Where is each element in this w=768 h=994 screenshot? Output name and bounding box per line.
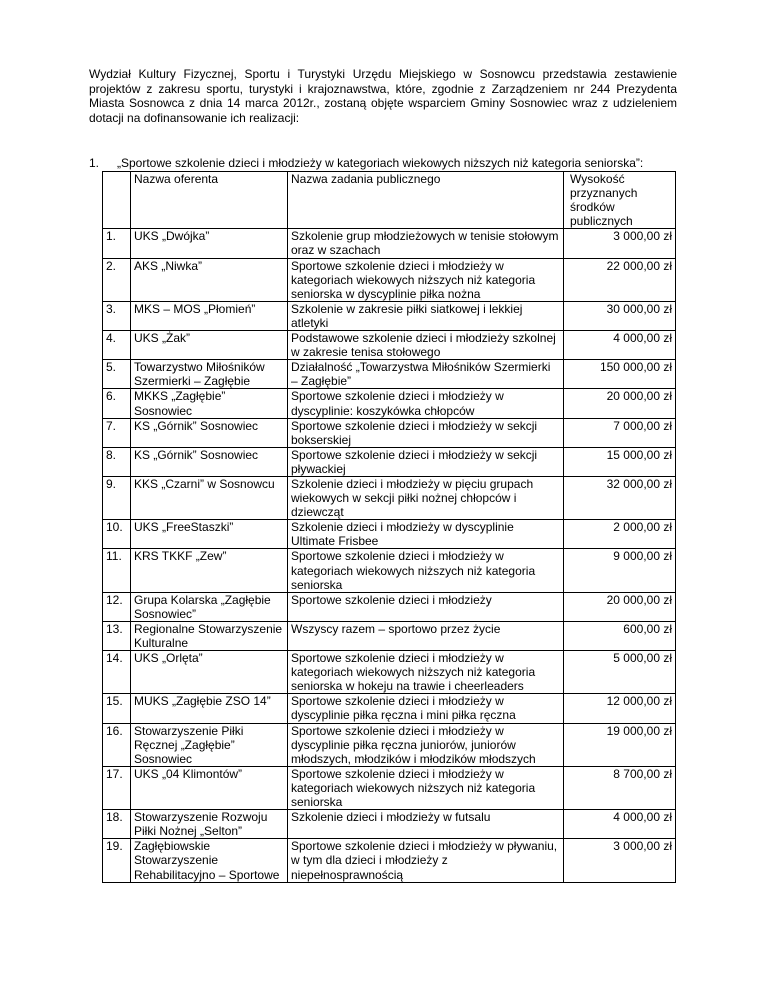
table-row xyxy=(103,418,676,447)
table-row xyxy=(103,651,676,694)
cell-oferent: MKKS „Zagłębie” Sosnowiec xyxy=(131,389,288,418)
cell-lp: 8. xyxy=(103,447,131,476)
cell-oferent: Regionalne Stowarzyszenie Kulturalne xyxy=(131,621,288,650)
cell-kwota: 600,00 zł xyxy=(564,621,676,650)
cell-zadanie: Szkolenie dzieci i młodzieży w dyscyplinie Ultimate Frisbee xyxy=(288,520,564,549)
cell-zadanie: Sportowe szkolenie dzieci i młodzieży w kategoriach wiekowych niższych niż kategoria seniorska xyxy=(288,549,564,592)
cell-zadanie: Wszyscy razem – sportowo przez życie xyxy=(288,621,564,650)
table-row xyxy=(103,723,676,766)
header-kwota: Wysokość przyznanych środków publicznych xyxy=(564,172,676,229)
cell-kwota: 19 000,00 zł xyxy=(564,723,676,766)
cell-kwota: 20 000,00 zł xyxy=(564,389,676,418)
cell-oferent: Zagłębiowskie Stowarzyszenie Rehabilitacyjno – Sportowe xyxy=(131,839,288,882)
table-row xyxy=(103,549,676,592)
cell-zadanie: Sportowe szkolenie dzieci i młodzieży w kategoriach wiekowych niższych niż kategoria seniorska w dyscyplinie piłka nożna xyxy=(288,258,564,301)
cell-kwota: 9 000,00 zł xyxy=(564,549,676,592)
cell-zadanie: Szkolenie w zakresie piłki siatkowej i lekkiej atletyki xyxy=(288,301,564,330)
cell-lp: 6. xyxy=(103,389,131,418)
cell-zadanie: Sportowe szkolenie dzieci i młodzieży w dyscyplinie piłka ręczna juniorów, juniorów młodszych, młodzików i młodzików młodszych xyxy=(288,723,564,766)
cell-kwota: 2 000,00 zł xyxy=(564,520,676,549)
cell-oferent: MKS – MOS „Płomień” xyxy=(131,301,288,330)
cell-lp: 4. xyxy=(103,331,131,360)
cell-lp: 14. xyxy=(103,651,131,694)
header-zadanie: Nazwa zadania publicznego xyxy=(288,172,564,229)
cell-lp: 19. xyxy=(103,839,131,882)
cell-lp: 9. xyxy=(103,476,131,519)
cell-zadanie: Szkolenie dzieci i młodzieży w futsalu xyxy=(288,810,564,839)
cell-kwota: 30 000,00 zł xyxy=(564,301,676,330)
cell-oferent: UKS „Dwójka” xyxy=(131,229,288,258)
cell-oferent: KRS TKKF „Zew” xyxy=(131,549,288,592)
table-row xyxy=(103,520,676,549)
cell-zadanie: Sportowe szkolenie dzieci i młodzieży w dyscyplinie: koszykówka chłopców xyxy=(288,389,564,418)
cell-zadanie: Podstawowe szkolenie dzieci i młodzieży szkolnej w zakresie tenisa stołowego xyxy=(288,331,564,360)
cell-lp: 3. xyxy=(103,301,131,330)
cell-oferent: UKS „04 Klimontów” xyxy=(131,766,288,809)
intro-paragraph: Wydział Kultury Fizycznej, Sportu i Turystyki Urzędu Miejskiego w Sosnowcu przedstawia zestawienie projektów z zakresu sportu, turystyki i krajoznawstwa, które, zgodnie z Zarządzeniem nr 244 Prezydenta Miasta Sosnowca z dnia 14 marca 2012r., zostaną objęte wsparciem Gminy Sosnowiec wraz z udzieleniem dotacji na dofinansowanie ich realizacji: xyxy=(89,67,677,125)
section-heading xyxy=(89,156,689,171)
cell-kwota: 4 000,00 zł xyxy=(564,331,676,360)
table-row xyxy=(103,331,676,360)
cell-oferent: KS „Górnik” Sosnowiec xyxy=(131,447,288,476)
table-row xyxy=(103,592,676,621)
cell-lp: 10. xyxy=(103,520,131,549)
cell-kwota: 15 000,00 zł xyxy=(564,447,676,476)
cell-lp: 1. xyxy=(103,229,131,258)
table-row xyxy=(103,810,676,839)
table-row xyxy=(103,694,676,723)
table-row xyxy=(103,476,676,519)
cell-lp: 2. xyxy=(103,258,131,301)
cell-oferent: KS „Górnik” Sosnowiec xyxy=(131,418,288,447)
cell-oferent: MUKS „Zagłębie ZSO 14” xyxy=(131,694,288,723)
header-lp xyxy=(103,172,131,229)
table-body xyxy=(103,229,676,882)
cell-kwota: 22 000,00 zł xyxy=(564,258,676,301)
section-title: „Sportowe szkolenie dzieci i młodzieży w kategoriach wiekowych niższych niż kategoria seniorska”: xyxy=(117,156,644,170)
cell-zadanie: Sportowe szkolenie dzieci i młodzieży w kategoriach wiekowych niższych niż kategoria seniorska w hokeju na trawie i cheerleaders xyxy=(288,651,564,694)
cell-kwota: 12 000,00 zł xyxy=(564,694,676,723)
cell-zadanie: Sportowe szkolenie dzieci i młodzieży w kategoriach wiekowych niższych niż kategoria seniorska xyxy=(288,766,564,809)
cell-oferent: Stowarzyszenie Rozwoju Piłki Nożnej „Selton” xyxy=(131,810,288,839)
table-row xyxy=(103,389,676,418)
cell-zadanie: Działalność „Towarzystwa Miłośników Szermierki – Zagłębie” xyxy=(288,360,564,389)
table-row xyxy=(103,766,676,809)
cell-oferent: UKS „Orlęta” xyxy=(131,651,288,694)
cell-oferent: Towarzystwo Miłośników Szermierki – Zagłębie xyxy=(131,360,288,389)
cell-oferent: Grupa Kolarska „Zagłębie Sosnowiec” xyxy=(131,592,288,621)
table-row xyxy=(103,447,676,476)
cell-oferent: Stowarzyszenie Piłki Ręcznej „Zagłębie” Sosnowiec xyxy=(131,723,288,766)
cell-kwota: 32 000,00 zł xyxy=(564,476,676,519)
cell-kwota: 8 700,00 zł xyxy=(564,766,676,809)
cell-kwota: 20 000,00 zł xyxy=(564,592,676,621)
cell-zadanie: Sportowe szkolenie dzieci i młodzieży w dyscyplinie piłka ręczna i mini piłka ręczna xyxy=(288,694,564,723)
cell-zadanie: Sportowe szkolenie dzieci i młodzieży w sekcji bokserskiej xyxy=(288,418,564,447)
cell-kwota: 150 000,00 zł xyxy=(564,360,676,389)
cell-kwota: 3 000,00 zł xyxy=(564,229,676,258)
cell-lp: 11. xyxy=(103,549,131,592)
section-number: 1. xyxy=(89,156,100,170)
cell-lp: 12. xyxy=(103,592,131,621)
cell-lp: 18. xyxy=(103,810,131,839)
cell-zadanie: Sportowe szkolenie dzieci i młodzieży w pływaniu, w tym dla dzieci i młodzieży z niepełnosprawnością xyxy=(288,839,564,882)
cell-kwota: 7 000,00 zł xyxy=(564,418,676,447)
cell-oferent: UKS „Żak” xyxy=(131,331,288,360)
cell-kwota: 5 000,00 zł xyxy=(564,651,676,694)
table-row xyxy=(103,360,676,389)
table-row xyxy=(103,621,676,650)
cell-kwota: 4 000,00 zł xyxy=(564,810,676,839)
cell-lp: 15. xyxy=(103,694,131,723)
table-row xyxy=(103,839,676,882)
header-oferent: Nazwa oferenta xyxy=(131,172,288,229)
table-header-row xyxy=(103,172,676,229)
cell-kwota: 3 000,00 zł xyxy=(564,839,676,882)
cell-lp: 17. xyxy=(103,766,131,809)
cell-oferent: KKS „Czarni” w Sosnowcu xyxy=(131,476,288,519)
table-row xyxy=(103,229,676,258)
cell-zadanie: Szkolenie grup młodzieżowych w tenisie stołowym oraz w szachach xyxy=(288,229,564,258)
cell-zadanie: Sportowe szkolenie dzieci i młodzieży xyxy=(288,592,564,621)
cell-lp: 5. xyxy=(103,360,131,389)
cell-zadanie: Szkolenie dzieci i młodzieży w pięciu grupach wiekowych w sekcji piłki nożnej chłopców i dziewcząt xyxy=(288,476,564,519)
cell-oferent: AKS „Niwka” xyxy=(131,258,288,301)
cell-oferent: UKS „FreeStaszki” xyxy=(131,520,288,549)
cell-lp: 7. xyxy=(103,418,131,447)
cell-lp: 13. xyxy=(103,621,131,650)
table-row xyxy=(103,258,676,301)
table-row xyxy=(103,301,676,330)
cell-lp: 16. xyxy=(103,723,131,766)
cell-zadanie: Sportowe szkolenie dzieci i młodzieży w sekcji pływackiej xyxy=(288,447,564,476)
grants-table xyxy=(102,171,676,883)
